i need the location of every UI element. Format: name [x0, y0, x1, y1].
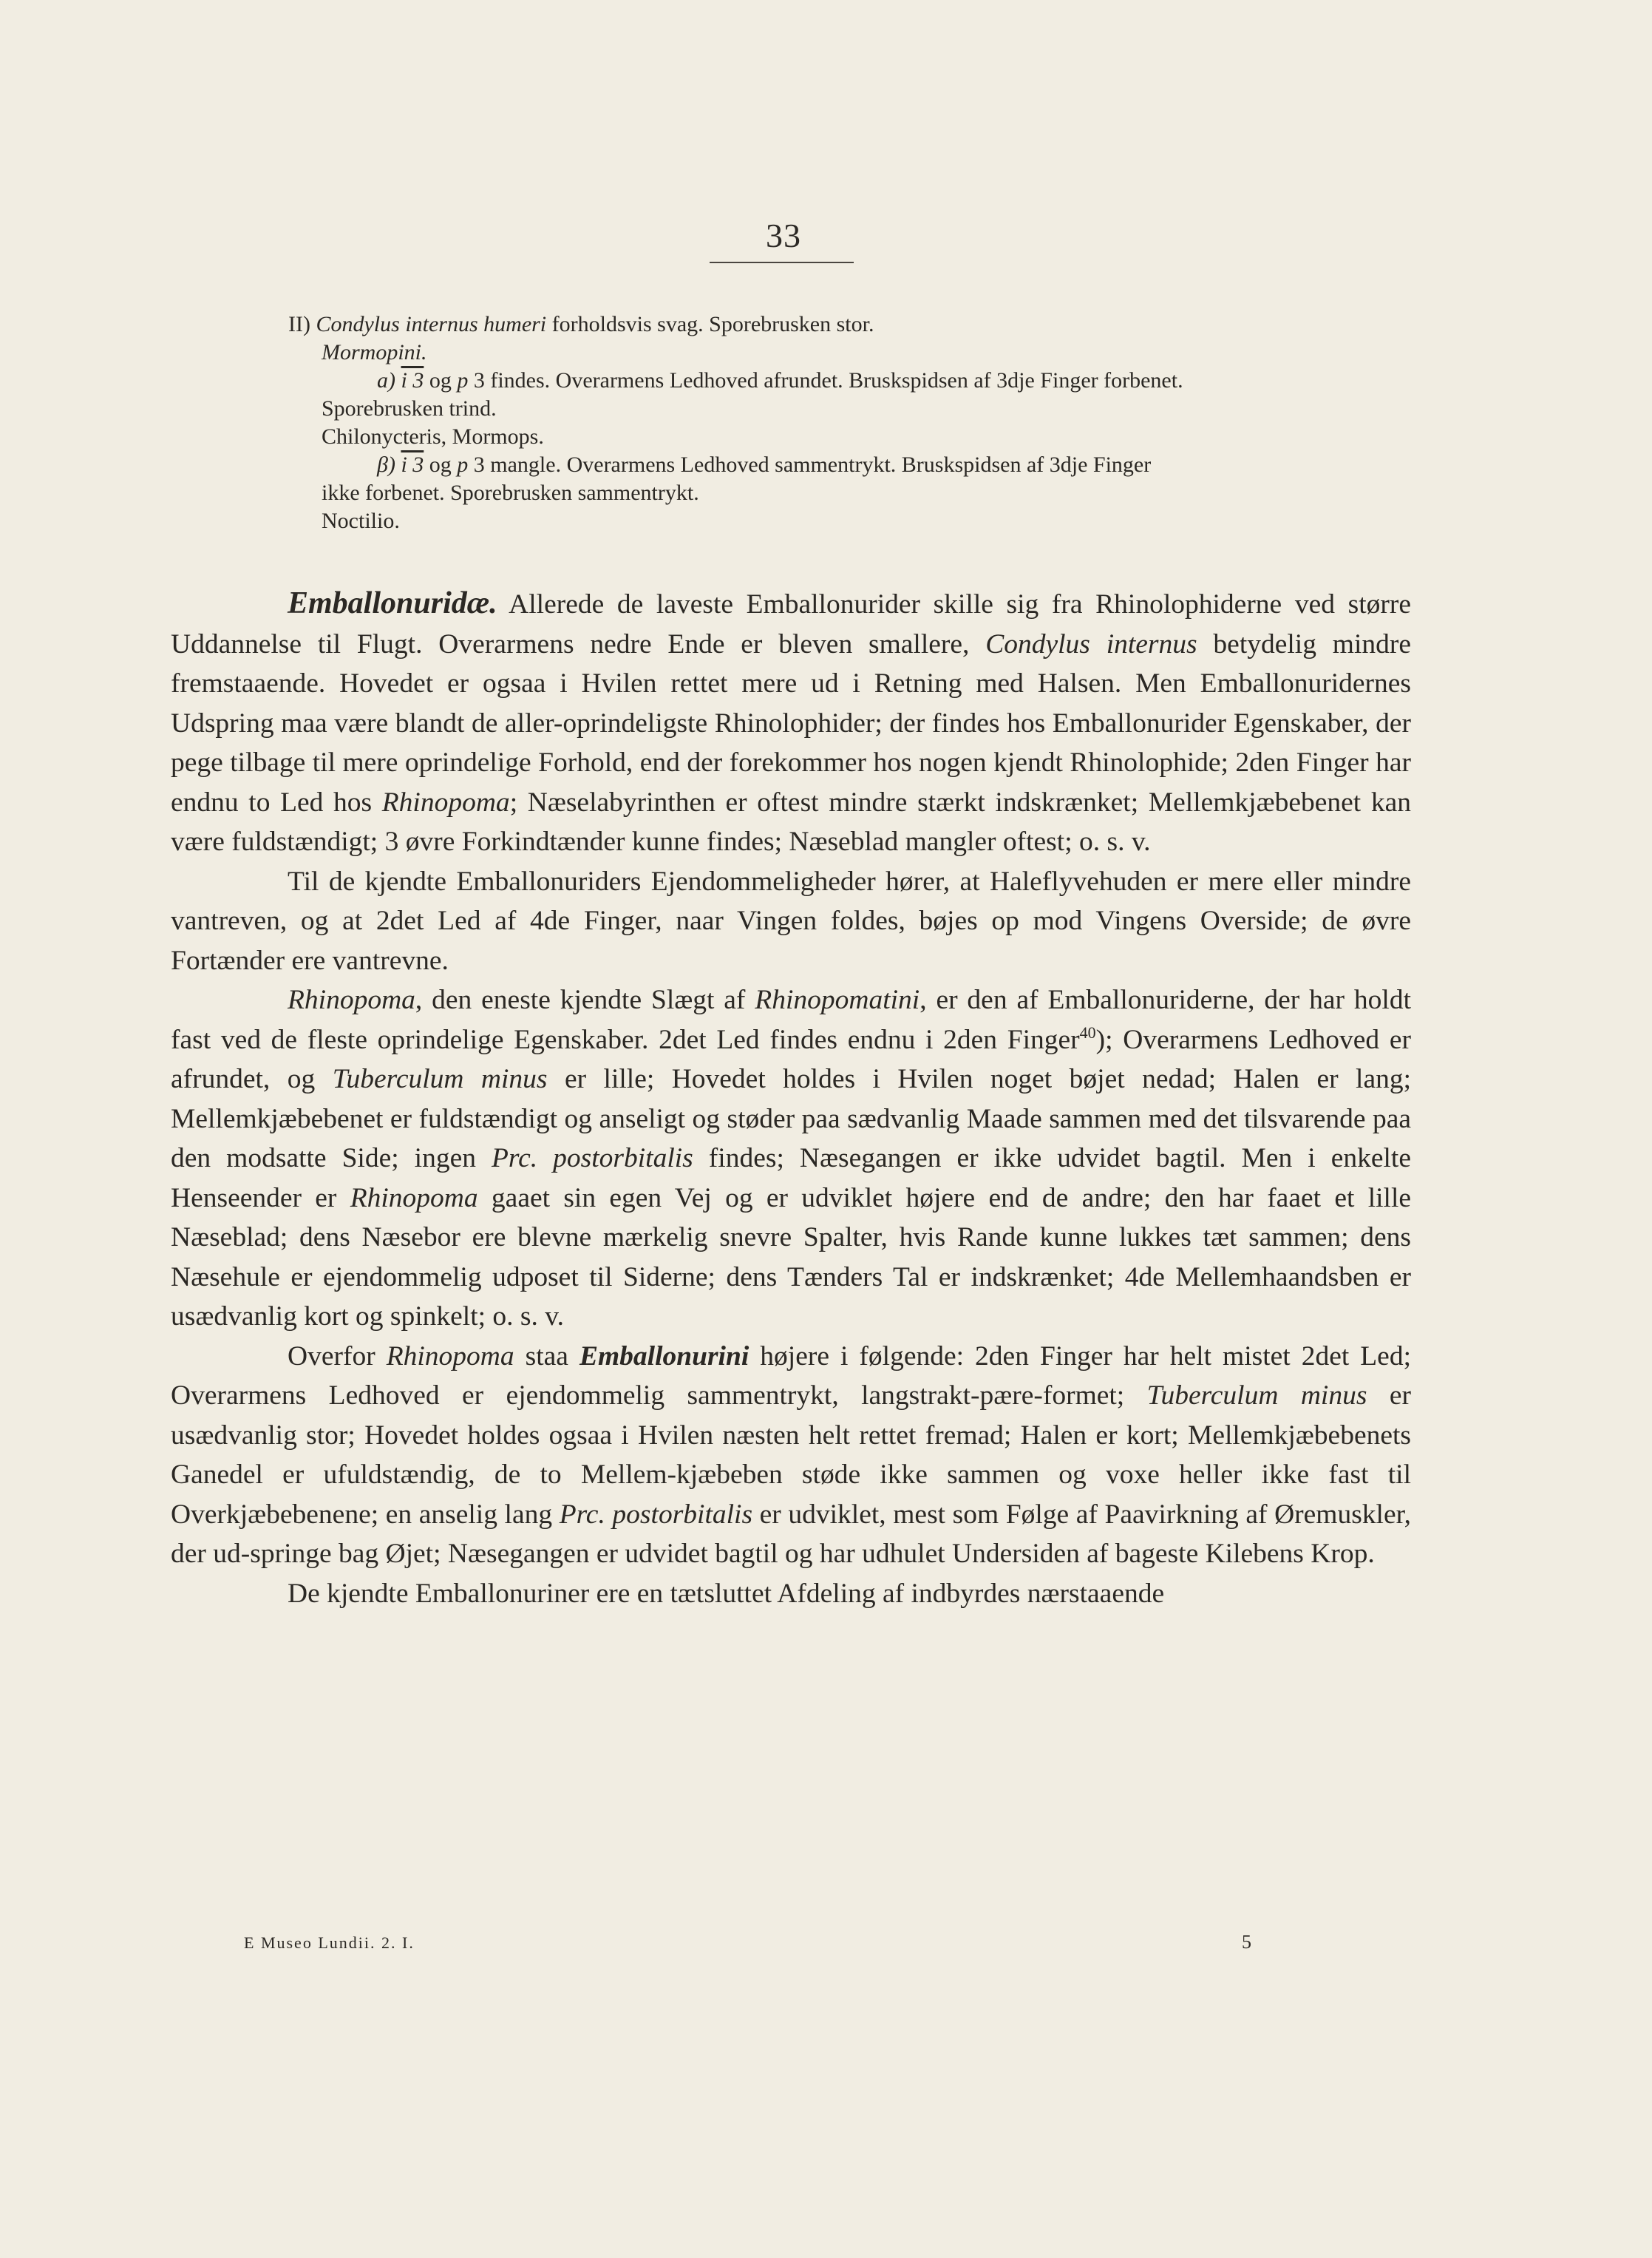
page-number: 33 — [766, 217, 801, 254]
text-run: De kjendte Emballonuriner ere en tætsluttet Afdeling af indbyrdes nærstaaende — [288, 1578, 1165, 1609]
italic-term: Rhinopoma — [386, 1340, 514, 1372]
key-tribe-name: Mormopini. — [322, 340, 427, 365]
text-run: højere i følgende: 2den Finger har helt mistet 2det Led; Overarmens Ledhoved er ejendommelig sammentrykt, langstrakt-pære-formet; — [171, 1340, 1411, 1411]
footer-signature: E Museo Lundii. 2. I. — [244, 1933, 415, 1952]
key-tooth-i: i 3 — [401, 368, 424, 393]
section-heading: Emballonuridæ. — [288, 586, 497, 620]
text-run: Til de kjendte Emballonuriders Ejendommeligheder hører, at Haleflyvehuden er mere eller mindre vantreven, og at 2det Led af 4de Finger, naar Vingen foldes, bøjes op mod Vingens Overside; de øvre Fortænder ere vantrevne. — [171, 866, 1411, 976]
key-option-a-cont: Sporebrusken trind. — [322, 396, 497, 421]
key-option-b-genera: Noctilio. — [322, 509, 400, 533]
paragraph-emballonuridae — [171, 584, 1411, 862]
key-line-ii — [288, 311, 1412, 339]
text-run: Allerede de laveste Emballonurider skille sig fra Rhinolophiderne ved større Uddannelse til Flugt. Overarmens nedre Ende er bleven smallere, — [171, 589, 1411, 660]
key-option-a-genera: Chilonycteris, Mormops. — [322, 424, 544, 449]
text-run: findes; Næsegangen er ikke udvidet bagtil. Men i enkelte Henseender er — [171, 1143, 1411, 1213]
text-run: gaaet sin egen Vej og er udviklet højere end de andre; den har faaet et lille Næseblad; dens Næsebor ere blevne mærkelig snevre Spalter, hvis Rande kunne lukkes tæt sammen; dens Næsehule er ejendommelig udposet til Siderne; dens Tænders Tal er indskrænket; 4de Mellemhaandsben er usædvanlig kort og spinkelt; o. s. v. — [171, 1182, 1412, 1332]
footnote-reference: 40 — [1079, 1023, 1096, 1042]
key-option-a — [377, 367, 1412, 395]
text-run: Overfor — [288, 1340, 387, 1372]
text-run: betydelig mindre fremstaaende. Hovedet er ogsaa i Hvilen rettet mere ud i Retning med Halsen. Men Emballonuridernes Udspring maa være blandt de aller-oprindeligste Rhinolophider; der findes hos Emballonurider Egenskaber, der pege tilbage til mere oprindelige Forhold, end der forekommer hos nogen kjendt Rhinolophide; 2den Finger har endnu to Led hos — [171, 628, 1412, 818]
italic-term: Prc. postorbitalis — [559, 1499, 753, 1530]
classification-key — [288, 311, 1412, 535]
key-text: og — [424, 368, 458, 393]
italic-term: Rhinopoma — [381, 787, 510, 818]
text-run: er lille; Hovedet holdes i Hvilen noget bøjet nedad; Halen er lang; Mellemkjæbebenet er fuldstændigt og anseligt og støder paa sædvanlig Maade sammen med det tilsvarende paa den modsatte Side; ingen — [171, 1064, 1412, 1173]
key-text: 3 mangle. Overarmens Ledhoved sammentrykt. Bruskspidsen af 3dje Finger — [468, 452, 1152, 477]
key-term: Condylus internus humeri — [316, 312, 547, 336]
key-option-marker: a) — [377, 368, 395, 393]
key-text: og — [424, 452, 458, 477]
key-text: forholdsvis svag. Sporebrusken stor. — [546, 312, 874, 336]
key-option-b — [377, 451, 1412, 479]
text-run: , den eneste kjendte Slægt af — [415, 985, 755, 1015]
bold-italic-term: Emballonurini — [579, 1340, 749, 1372]
italic-term: Rhinopoma — [288, 985, 415, 1015]
italic-term: Prc. postorbitalis — [492, 1143, 693, 1173]
text-run: er udviklet, mest som Følge af Paavirkning af Øremuskler, der ud-springe bag Øjet; Næsegangen er udvidet bagtil og har udhulet Undersiden af bageste Kilebens Krop. — [171, 1499, 1411, 1569]
key-numeral: II) — [288, 312, 310, 336]
italic-term: Tuberculum minus — [1146, 1380, 1367, 1411]
key-text: 3 findes. Overarmens Ledhoved afrundet. Bruskspidsen af 3dje Finger forbenet. — [468, 368, 1183, 393]
italic-term: Rhinopoma — [350, 1182, 478, 1213]
key-tooth-p: p — [457, 452, 469, 477]
key-option-b-cont: ikke forbenet. Sporebrusken sammentrykt. — [322, 481, 699, 505]
italic-term: Tuberculum minus — [332, 1064, 548, 1094]
italic-term: Rhinopomatini — [755, 985, 920, 1015]
key-option-marker: β) — [377, 452, 395, 477]
key-tooth-p: p — [457, 368, 469, 393]
text-run: staa — [514, 1340, 579, 1372]
text-run: , er den af Emballonuriderne, der har holdt fast ved de fleste oprindelige Egenskaber. 2det Led findes endnu i 2den Finger — [171, 985, 1411, 1055]
text-run: er usædvanlig stor; Hovedet holdes ogsaa i Hvilen næsten helt rettet fremad; Halen er kort; Mellemkjæbebenets Ganedel er ufuldstændig, de to Mellem-kjæbeben støde ikke sammen og voxe heller ikke fast til Overkjæbebenene; en anselig lang — [171, 1380, 1412, 1530]
footer-sheet-number: 5 — [1242, 1931, 1251, 1953]
key-tooth-i: i 3 — [401, 452, 424, 477]
paragraph-rhinopoma — [171, 980, 1411, 1337]
italic-term: Condylus internus — [985, 628, 1197, 660]
page-number-rule — [710, 262, 854, 263]
body-text — [171, 584, 1411, 1613]
text-run: ); Overarmens Ledhoved er afrundet, og — [171, 1024, 1411, 1094]
text-run: ; Næselabyrinthen er oftest mindre stærkt indskrænket; Mellemkjæbebenet kan være fuldstændigt; 3 øvre Forkindtænder kunne findes; Næseblad mangler oftest; o. s. v. — [171, 787, 1411, 857]
paragraph-characteristics — [171, 862, 1411, 981]
paragraph-emballonuriner — [171, 1574, 1411, 1614]
paragraph-emballonurini — [171, 1337, 1411, 1574]
